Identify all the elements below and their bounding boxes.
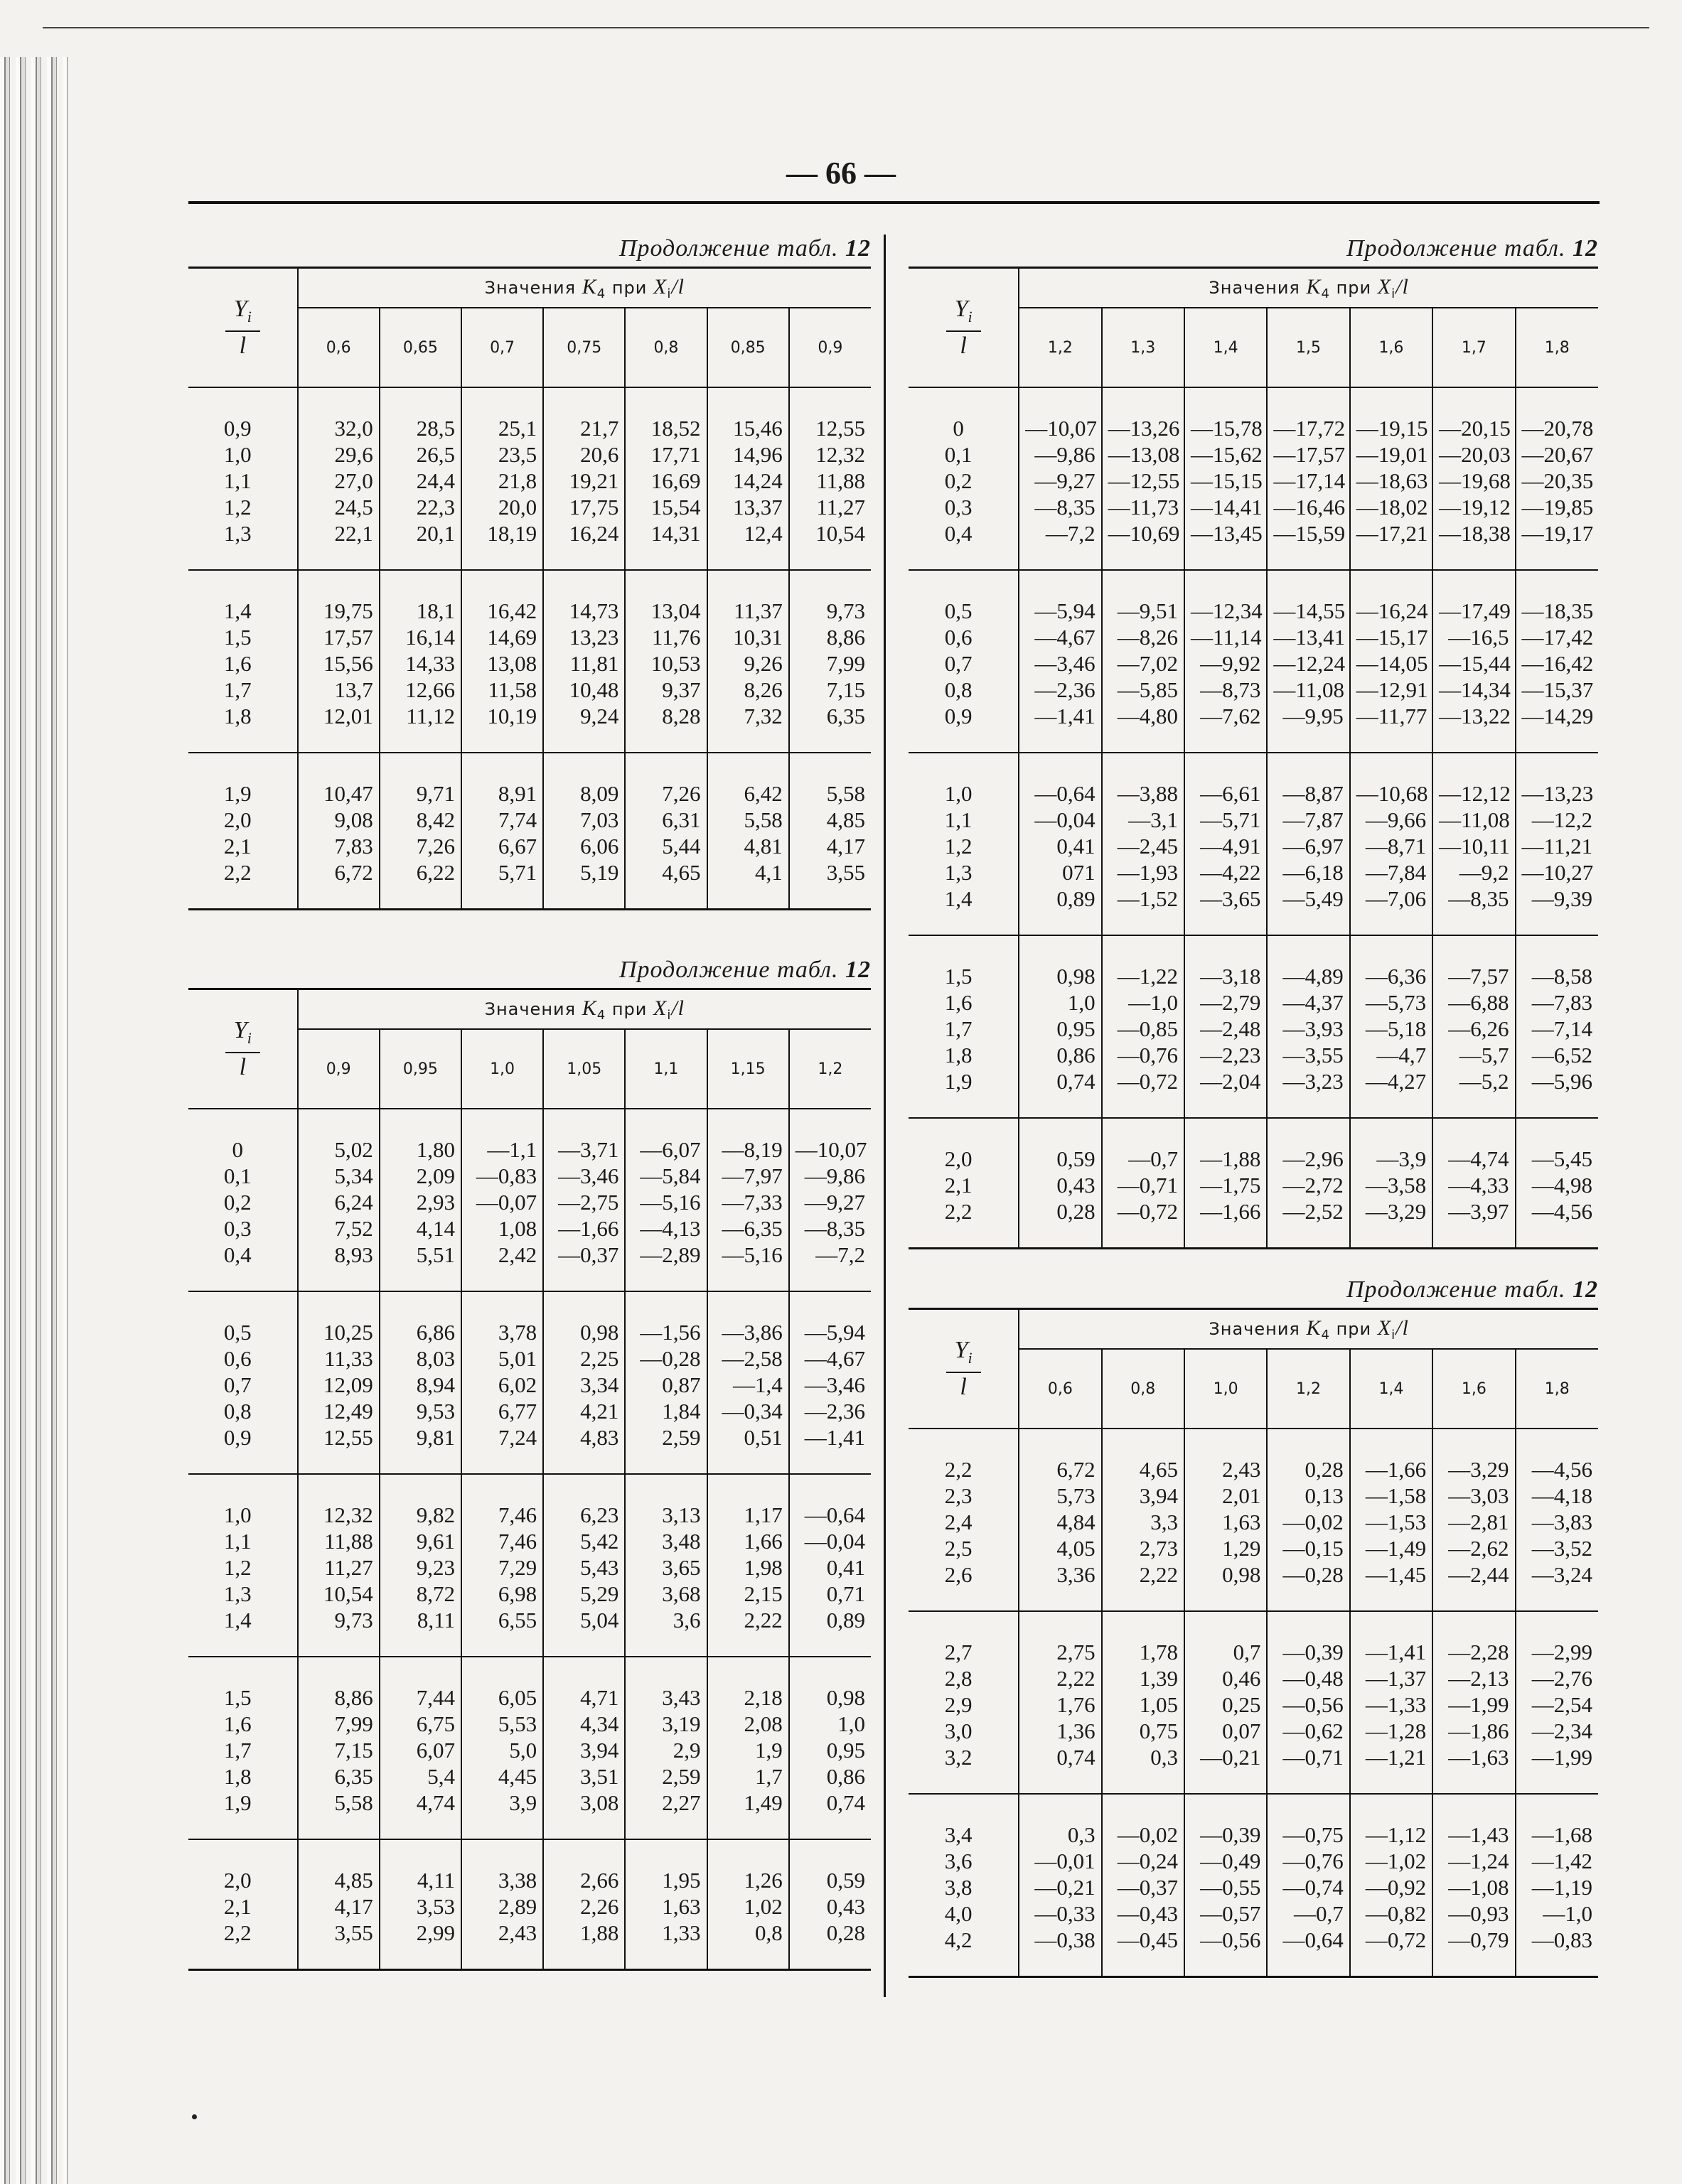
- header-k-symbol: K: [1306, 1316, 1322, 1340]
- row-group: [188, 1109, 871, 1291]
- fraction-yi-l: [946, 295, 981, 361]
- value-column: 6,23 5,42 5,43 5,29 5,04: [543, 1474, 625, 1657]
- column-header: 0,75: [543, 308, 625, 387]
- value-column: —20,78 —20,67 —20,35 —19,85 —19,17: [1516, 387, 1598, 570]
- data-table: [188, 988, 871, 1971]
- row-labels-yi-l: 1,5 1,6 1,7 1,8 1,9: [909, 935, 1019, 1118]
- value-column: 0,28 0,13 —0,02 —0,15 —0,28: [1267, 1429, 1349, 1611]
- value-column: 0,98 1,0 0,95 0,86 0,74: [789, 1657, 871, 1839]
- fraction-numerator: [225, 295, 260, 333]
- header-x-symbol: X: [653, 274, 668, 298]
- header-x-subscript: i: [667, 1007, 672, 1023]
- value-column: —0,64 —0,04 0,41 0,71 0,89: [789, 1474, 871, 1657]
- header-x-subscript: i: [1391, 286, 1396, 301]
- column-group-header: [1019, 1309, 1598, 1350]
- column-header: 0,85: [707, 308, 789, 387]
- value-column: 8,09 7,03 6,06 5,19: [543, 753, 625, 910]
- fraction-numerator: [946, 295, 981, 333]
- value-column: 7,46 7,46 7,29 6,98 6,55: [461, 1474, 543, 1657]
- column-header: 0,6: [298, 308, 380, 387]
- value-column: 9,73 8,86 7,99 7,15 6,35: [789, 570, 871, 753]
- value-column: —5,94 —4,67 —3,46 —2,36 —1,41: [789, 1291, 871, 1474]
- row-group: [188, 753, 871, 910]
- column-header: 1,7: [1432, 308, 1515, 387]
- value-column: —3,71 —3,46 —2,75 —1,66 —0,37: [543, 1109, 625, 1291]
- page-number: — 66 —: [786, 156, 896, 190]
- row-group: [909, 1118, 1598, 1249]
- value-column: —3,9 —3,58 —3,29: [1350, 1118, 1432, 1249]
- y-symbol: Y: [954, 1336, 968, 1363]
- value-column: —8,87 —7,87 —6,97 —6,18 —5,49: [1267, 753, 1349, 935]
- table-caption: [188, 952, 871, 988]
- row-labels-yi-l: 2,0 2,1 2,2: [909, 1118, 1019, 1249]
- value-column: 3,13 3,48 3,65 3,68 3,6: [625, 1474, 707, 1657]
- table-block-top-right: [909, 231, 1598, 1249]
- value-column: —14,55 —13,41 —12,24 —11,08 —9,95: [1267, 570, 1349, 753]
- row-header-yi-over-l: [188, 989, 298, 1109]
- row-labels-yi-l: 3,4 3,6 3,8 4,0 4,2: [909, 1794, 1019, 1977]
- value-column: 13,04 11,76 10,53 9,37 8,28: [625, 570, 707, 753]
- value-column: 1,26 1,02 0,8: [707, 1839, 789, 1970]
- fraction-numerator: [225, 1016, 260, 1054]
- row-group: [188, 1291, 871, 1474]
- value-column: 6,05 5,53 5,0 4,45 3,9: [461, 1657, 543, 1839]
- value-column: 3,43 3,19 2,9 2,59 2,27: [625, 1657, 707, 1839]
- value-column: 4,11 3,53 2,99: [380, 1839, 461, 1970]
- fraction-denominator: l: [239, 1054, 247, 1081]
- header-label: Значения: [1209, 1318, 1300, 1339]
- value-column: —12,12 —11,08 —10,11 —9,2 —8,35: [1432, 753, 1515, 935]
- fraction-denominator: l: [960, 1374, 967, 1401]
- value-column: —0,39 —0,48 —0,56 —0,62 —0,71: [1267, 1611, 1349, 1794]
- row-labels-yi-l: 1,9 2,0 2,1 2,2: [188, 753, 298, 910]
- table-caption: [909, 1272, 1598, 1308]
- value-column: 0,3 —0,01 —0,21 —0,33 —0,38: [1019, 1794, 1101, 1977]
- row-group: [909, 1429, 1598, 1611]
- value-column: 18,52 17,71 16,69 15,54 14,31: [625, 387, 707, 570]
- header-x-denominator: /l: [1396, 1316, 1409, 1340]
- value-column: 18,1 16,14 14,33 12,66 11,12: [380, 570, 461, 753]
- value-column: 16,42 14,69 13,08 11,58 10,19: [461, 570, 543, 753]
- fraction-yi-l: [225, 1016, 260, 1082]
- fraction-numerator: [946, 1336, 981, 1374]
- column-header: 0,9: [789, 308, 871, 387]
- value-column: —1,41 —1,37 —1,33 —1,28 —1,21: [1350, 1611, 1432, 1794]
- column-header: 1,8: [1516, 308, 1598, 387]
- column-header: 1,3: [1102, 308, 1184, 387]
- header-label: Значения: [1209, 277, 1300, 298]
- column-header: 1,15: [707, 1029, 789, 1109]
- column-group-header: [1019, 268, 1598, 308]
- stray-mark: [192, 2114, 197, 2119]
- row-labels-yi-l: 1,5 1,6 1,7 1,8 1,9: [188, 1657, 298, 1839]
- value-column: 3,38 2,89 2,43: [461, 1839, 543, 1970]
- value-column: —8,19 —7,97 —7,33 —6,35 —5,16: [707, 1109, 789, 1291]
- value-column: 5,58 4,85 4,17 3,55: [789, 753, 871, 910]
- value-column: 9,71 8,42 7,26 6,22: [380, 753, 461, 910]
- row-labels-yi-l: 0,5 0,6 0,7 0,8 0,9: [188, 1291, 298, 1474]
- value-column: —2,96 —2,72 —2,52: [1267, 1118, 1349, 1249]
- header-x-subscript: i: [667, 286, 672, 301]
- row-header-yi-over-l: [188, 268, 298, 388]
- value-column: 11,37 10,31 9,26 8,26 7,32: [707, 570, 789, 753]
- header-k-subscript: 4: [1321, 286, 1330, 301]
- scan-edge-artifact: [0, 57, 68, 2184]
- header-pri: при: [1336, 277, 1372, 298]
- value-column: —3,88 —3,1 —2,45 —1,93 —1,52: [1102, 753, 1184, 935]
- header-x-denominator: /l: [1396, 274, 1409, 298]
- value-column: 7,26 6,31 5,44 4,65: [625, 753, 707, 910]
- value-column: —1,43 —1,24 —1,08 —0,93 —0,79: [1432, 1794, 1515, 1977]
- value-column: —4,89 —4,37 —3,93 —3,55 —3,23: [1267, 935, 1349, 1118]
- value-column: —1,56 —0,28 0,87 1,84 2,59: [625, 1291, 707, 1474]
- top-rule: [43, 27, 1649, 28]
- column-header: 1,0: [1184, 1349, 1267, 1429]
- y-symbol: Y: [233, 295, 247, 322]
- data-table: [909, 267, 1598, 1249]
- fraction-yi-l: [946, 1336, 981, 1402]
- value-column: 0,59 0,43 0,28: [789, 1839, 871, 1970]
- value-column: 19,75 17,57 15,56 13,7 12,01: [298, 570, 380, 753]
- header-rule: [188, 201, 1600, 204]
- column-header: 0,8: [1102, 1349, 1184, 1429]
- column-header: 1,6: [1432, 1349, 1515, 1429]
- value-column: 7,44 6,75 6,07 5,4 4,74: [380, 1657, 461, 1839]
- header-k-subscript: 4: [596, 286, 606, 301]
- column-header: 1,4: [1184, 308, 1267, 387]
- row-labels-yi-l: 0 0,1 0,2 0,3 0,4: [944, 416, 973, 546]
- row-group: [909, 935, 1598, 1118]
- header-k-symbol: K: [1306, 274, 1322, 298]
- value-column: 32,0 29,6 27,0 24,5 22,1: [298, 387, 380, 570]
- value-column: —2,99 —2,76 —2,54 —2,34 —1,99: [1516, 1611, 1598, 1794]
- value-column: —19,15 —19,01 —18,63 —18,02 —17,21: [1350, 387, 1432, 570]
- row-group: [188, 387, 871, 570]
- column-header: 1,6: [1350, 308, 1432, 387]
- header-x-denominator: /l: [671, 996, 685, 1020]
- fraction-denominator: l: [239, 333, 247, 360]
- header-x-subscript: i: [1391, 1327, 1396, 1343]
- row-group: [909, 1611, 1598, 1794]
- value-column: —13,23 —12,2 —11,21 —10,27 —9,39: [1516, 753, 1598, 935]
- column-header: 1,5: [1267, 308, 1349, 387]
- value-column: 21,7 20,6 19,21 17,75 16,24: [543, 387, 625, 570]
- header-pri: при: [611, 277, 648, 298]
- value-column: —4,74 —4,33 —3,97: [1432, 1118, 1515, 1249]
- value-column: 2,18 2,08 1,9 1,7 1,49: [707, 1657, 789, 1839]
- header-k-symbol: K: [582, 274, 597, 298]
- column-header: 0,6: [1019, 1349, 1101, 1429]
- row-group: [909, 1794, 1598, 1977]
- value-column: —7,57 —6,88 —6,26 —5,7 —5,2: [1432, 935, 1515, 1118]
- row-labels-yi-l: 0 0,1 0,2 0,3 0,4: [223, 1137, 252, 1267]
- value-column: 0,98 1,0 0,95 0,86 0,74: [1019, 935, 1101, 1118]
- value-column: —1,68 —1,42 —1,19 —1,0 —0,83: [1516, 1794, 1598, 1977]
- row-labels-yi-l: 2,2 2,3 2,4 2,5 2,6: [944, 1457, 973, 1587]
- column-header: 1,2: [789, 1029, 871, 1109]
- header-k-subscript: 4: [1321, 1327, 1330, 1343]
- header-x-symbol: X: [653, 996, 668, 1020]
- value-column: —3,86 —2,58 —1,4 —0,34 0,51: [707, 1291, 789, 1474]
- value-column: —4,56 —4,18 —3,83 —3,52 —3,24: [1516, 1429, 1598, 1611]
- row-group: [188, 1839, 871, 1970]
- row-group: [909, 387, 1598, 570]
- table-caption-text: Продолжение табл.: [1346, 1276, 1566, 1303]
- header-x-denominator: /l: [671, 274, 685, 298]
- fraction-denominator: l: [960, 333, 967, 360]
- header-x-symbol: X: [1377, 274, 1392, 298]
- table-block-bottom-left: [188, 952, 871, 1971]
- value-column: —1,88 —1,75 —1,66: [1184, 1118, 1267, 1249]
- value-column: 9,82 9,61 9,23 8,72 8,11: [380, 1474, 461, 1657]
- value-column: —6,36 —5,73 —5,18 —4,7 —4,27: [1350, 935, 1432, 1118]
- value-column: —20,15 —20,03 —19,68 —19,12 —18,38: [1432, 387, 1515, 570]
- value-column: 12,55 12,32 11,88 11,27 10,54: [789, 387, 871, 570]
- table-caption: [188, 231, 871, 267]
- row-group: [188, 1657, 871, 1839]
- column-header: 1,0: [461, 1029, 543, 1109]
- value-column: 2,43 2,01 1,63 1,29 0,98: [1184, 1429, 1267, 1611]
- row-labels-yi-l: 1,4 1,5 1,6 1,7 1,8: [188, 570, 298, 753]
- header-label: Значения: [484, 277, 577, 298]
- y-subscript: i: [247, 307, 252, 326]
- value-column: —6,07 —5,84 —5,16 —4,13 —2,89: [625, 1109, 707, 1291]
- column-header: 1,1: [625, 1029, 707, 1109]
- value-column: 1,78 1,39 1,05 0,75 0,3: [1102, 1611, 1184, 1794]
- value-column: 2,75 2,22 1,76 1,36 0,74: [1019, 1611, 1101, 1794]
- value-column: —3,18 —2,79 —2,48 —2,23 —2,04: [1184, 935, 1267, 1118]
- y-subscript: i: [968, 1348, 973, 1367]
- value-column: —3,29 —3,03 —2,81 —2,62 —2,44: [1432, 1429, 1515, 1611]
- value-column: 25,1 23,5 21,8 20,0 18,19: [461, 387, 543, 570]
- value-column: 4,71 4,34 3,94 3,51 3,08: [543, 1657, 625, 1839]
- value-column: 12,32 11,88 11,27 10,54 9,73: [298, 1474, 380, 1657]
- column-header: 0,9: [298, 1029, 380, 1109]
- column-header: 1,4: [1350, 1349, 1432, 1429]
- value-column: —6,61 —5,71 —4,91 —4,22 —3,65: [1184, 753, 1267, 935]
- value-column: —12,34 —11,14 —9,92 —8,73 —7,62: [1184, 570, 1267, 753]
- y-symbol: Y: [954, 295, 968, 322]
- table-caption-number: 12: [1573, 1276, 1598, 1303]
- table-caption: [909, 231, 1598, 267]
- column-divider: [884, 235, 886, 1997]
- value-column: 6,86 8,03 8,94 9,53 9,81: [380, 1291, 461, 1474]
- value-column: —15,78 —15,62 —15,15 —14,41 —13,45: [1184, 387, 1267, 570]
- value-column: 14,73 13,23 11,81 10,48 9,24: [543, 570, 625, 753]
- value-column: —0,7 —0,71 —0,72: [1102, 1118, 1184, 1249]
- value-column: 10,25 11,33 12,09 12,49 12,55: [298, 1291, 380, 1474]
- table-block-bottom-right: [909, 1272, 1598, 1978]
- value-column: 0,59 0,43 0,28: [1019, 1118, 1101, 1249]
- row-group: [188, 570, 871, 753]
- value-column: —2,28 —2,13 —1,99 —1,86 —1,63: [1432, 1611, 1515, 1794]
- value-column: —5,45 —4,98 —4,56: [1516, 1118, 1598, 1249]
- column-header: 0,65: [380, 308, 461, 387]
- row-labels-yi-l: 0,9 1,0 1,1 1,2 1,3: [223, 416, 252, 546]
- value-column: —17,72 —17,57 —17,14 —16,46 —15,59: [1267, 387, 1349, 570]
- value-column: —1,66 —1,58 —1,53 —1,49 —1,45: [1350, 1429, 1432, 1611]
- value-column: 4,85 4,17 3,55: [298, 1839, 380, 1970]
- y-subscript: i: [247, 1028, 252, 1047]
- table-caption-number: 12: [845, 235, 871, 262]
- value-column: —1,1 —0,83 —0,07 1,08 2,42: [461, 1109, 543, 1291]
- table-caption-text: Продолжение табл.: [618, 957, 839, 983]
- value-column: —5,94 —4,67 —3,46 —2,36 —1,41: [1019, 570, 1101, 753]
- value-column: —0,39 —0,49 —0,55 —0,57 —0,56: [1184, 1794, 1267, 1977]
- value-column: —0,64 —0,04 0,41 071 0,89: [1019, 753, 1101, 935]
- value-column: —10,07 —9,86 —9,27 —8,35 —7,2: [1019, 387, 1101, 570]
- column-header: 1,2: [1267, 1349, 1349, 1429]
- row-labels-yi-l: 2,0 2,1 2,2: [188, 1839, 298, 1970]
- table-caption-number: 12: [845, 957, 871, 983]
- column-header: 1,8: [1516, 1349, 1598, 1429]
- fraction-yi-l: [225, 295, 260, 361]
- table-caption-text: Продолжение табл.: [618, 235, 839, 262]
- column-header: 0,95: [380, 1029, 461, 1109]
- value-column: —8,58 —7,83 —7,14 —6,52 —5,96: [1516, 935, 1598, 1118]
- row-group: [909, 753, 1598, 935]
- data-table: [909, 1308, 1598, 1978]
- column-header: 0,7: [461, 308, 543, 387]
- row-labels-yi-l: 1,0 1,1 1,2 1,3 1,4: [188, 1474, 298, 1657]
- value-column: 2,66 2,26 1,88: [543, 1839, 625, 1970]
- header-x-symbol: X: [1377, 1316, 1392, 1340]
- row-group: [188, 1474, 871, 1657]
- value-column: —0,75 —0,76 —0,74 —0,7 —0,64: [1267, 1794, 1349, 1977]
- data-table: [188, 267, 871, 910]
- header-pri: при: [1336, 1318, 1372, 1339]
- header-label: Значения: [484, 999, 577, 1019]
- value-column: —13,26 —13,08 —12,55 —11,73 —10,69: [1102, 387, 1184, 570]
- value-column: 1,95 1,63 1,33: [625, 1839, 707, 1970]
- row-group: [909, 570, 1598, 753]
- header-k-symbol: K: [582, 996, 597, 1020]
- value-column: —18,35 —17,42 —16,42 —15,37 —14,29: [1516, 570, 1598, 753]
- value-column: 1,17 1,66 1,98 2,15 2,22: [707, 1474, 789, 1657]
- row-labels-yi-l: 1,0 1,1 1,2 1,3 1,4: [909, 753, 1019, 935]
- value-column: 8,91 7,74 6,67 5,71: [461, 753, 543, 910]
- table-caption-text: Продолжение табл.: [1346, 235, 1566, 262]
- value-column: 5,02 5,34 6,24 7,52 8,93: [298, 1109, 380, 1291]
- value-column: 3,78 5,01 6,02 6,77 7,24: [461, 1291, 543, 1474]
- header-k-subscript: 4: [596, 1007, 606, 1023]
- row-labels-yi-l: 2,7 2,8 2,9 3,0 3,2: [909, 1611, 1019, 1794]
- value-column: 6,72 5,73 4,84 4,05 3,36: [1019, 1429, 1101, 1611]
- value-column: 8,86 7,99 7,15 6,35 5,58: [298, 1657, 380, 1839]
- value-column: 4,65 3,94 3,3 2,73 2,22: [1102, 1429, 1184, 1611]
- y-symbol: Y: [233, 1016, 247, 1043]
- row-header-yi-over-l: [909, 1309, 1019, 1429]
- value-column: 0,98 2,25 3,34 4,21 4,83: [543, 1291, 625, 1474]
- value-column: —17,49 —16,5 —15,44 —14,34 —13,22: [1432, 570, 1515, 753]
- value-column: 28,5 26,5 24,4 22,3 20,1: [380, 387, 461, 570]
- column-header: 0,8: [625, 308, 707, 387]
- row-labels-yi-l: 0,5 0,6 0,7 0,8 0,9: [909, 570, 1019, 753]
- column-group-header: [298, 268, 871, 308]
- value-column: —9,51 —8,26 —7,02 —5,85 —4,80: [1102, 570, 1184, 753]
- value-column: 1,80 2,09 2,93 4,14 5,51: [380, 1109, 461, 1291]
- value-column: —10,07 —9,86 —9,27 —8,35 —7,2: [789, 1109, 871, 1291]
- value-column: —10,68 —9,66 —8,71 —7,84 —7,06: [1350, 753, 1432, 935]
- value-column: 10,47 9,08 7,83 6,72: [298, 753, 380, 910]
- value-column: —16,24 —15,17 —14,05 —12,91 —11,77: [1350, 570, 1432, 753]
- value-column: —1,22 —1,0 —0,85 —0,76 —0,72: [1102, 935, 1184, 1118]
- y-subscript: i: [968, 307, 973, 326]
- value-column: 0,7 0,46 0,25 0,07 —0,21: [1184, 1611, 1267, 1794]
- table-caption-number: 12: [1573, 235, 1598, 262]
- value-column: 15,46 14,96 14,24 13,37 12,4: [707, 387, 789, 570]
- value-column: —1,12 —1,02 —0,92 —0,82 —0,72: [1350, 1794, 1432, 1977]
- header-pri: при: [611, 999, 648, 1019]
- column-group-header: [298, 989, 871, 1030]
- value-column: —0,02 —0,24 —0,37 —0,43 —0,45: [1102, 1794, 1184, 1977]
- column-header: 1,05: [543, 1029, 625, 1109]
- table-block-top-left: [188, 231, 871, 910]
- value-column: 6,42 5,58 4,81 4,1: [707, 753, 789, 910]
- row-header-yi-over-l: [909, 268, 1019, 388]
- column-header: 1,2: [1019, 308, 1101, 387]
